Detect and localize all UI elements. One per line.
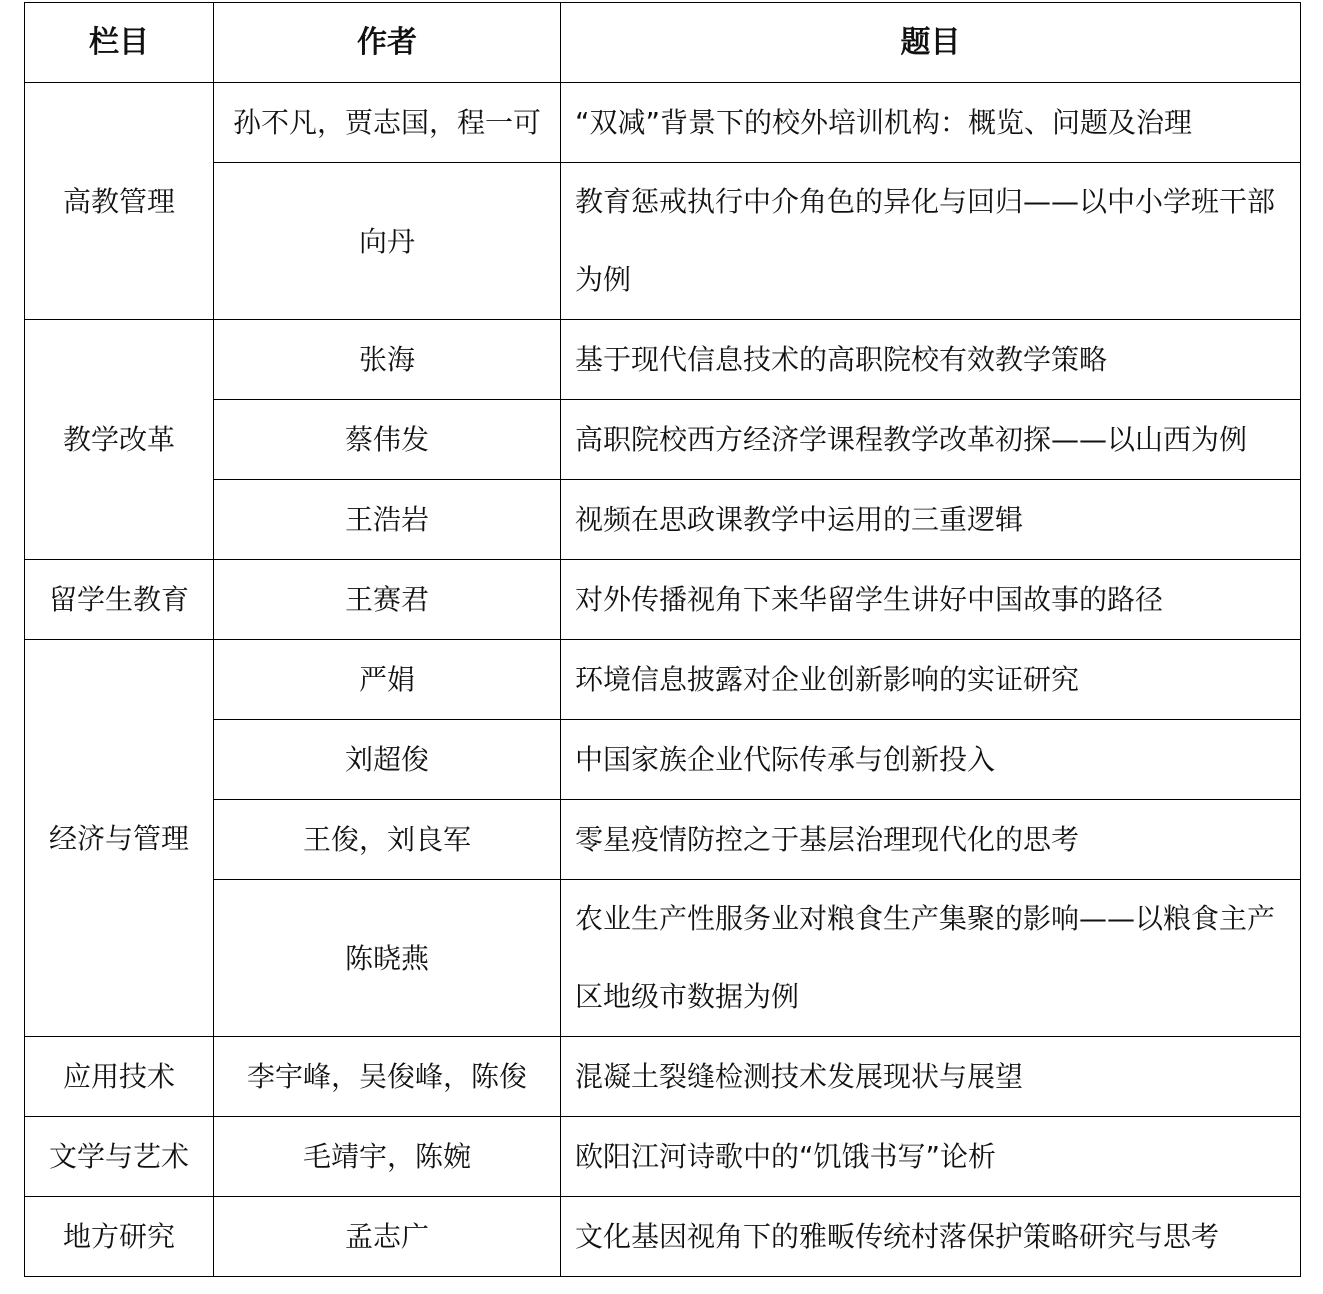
author-cell: 毛靖宇，陈婉 — [214, 1117, 561, 1197]
title-cell: “双减”背景下的校外培训机构：概览、问题及治理 — [561, 83, 1301, 163]
table-row — [25, 1037, 1301, 1117]
column-cell: 地方研究 — [25, 1197, 214, 1277]
table-row — [25, 480, 1301, 560]
contents-table — [24, 2, 1301, 1277]
title-cell: 教育惩戒执行中介角色的异化与回归——以中小学班干部为例 — [561, 163, 1301, 320]
column-cell: 文学与艺术 — [25, 1117, 214, 1197]
table-row — [25, 800, 1301, 880]
column-cell: 经济与管理 — [25, 640, 214, 1037]
column-cell: 应用技术 — [25, 1037, 214, 1117]
table-row — [25, 1117, 1301, 1197]
header-author: 作者 — [214, 3, 561, 83]
author-cell: 王俊，刘良军 — [214, 800, 561, 880]
title-cell: 中国家族企业代际传承与创新投入 — [561, 720, 1301, 800]
table-row — [25, 83, 1301, 163]
table-row — [25, 880, 1301, 1037]
column-cell: 教学改革 — [25, 320, 214, 560]
table-row — [25, 1197, 1301, 1277]
author-cell: 严娟 — [214, 640, 561, 720]
title-cell: 视频在思政课教学中运用的三重逻辑 — [561, 480, 1301, 560]
author-cell: 蔡伟发 — [214, 400, 561, 480]
header-column: 栏目 — [25, 3, 214, 83]
title-cell: 高职院校西方经济学课程教学改革初探——以山西为例 — [561, 400, 1301, 480]
title-cell: 对外传播视角下来华留学生讲好中国故事的路径 — [561, 560, 1301, 640]
title-cell: 欧阳江河诗歌中的“饥饿书写”论析 — [561, 1117, 1301, 1197]
header-title: 题目 — [561, 3, 1301, 83]
title-cell: 基于现代信息技术的高职院校有效教学策略 — [561, 320, 1301, 400]
author-cell: 向丹 — [214, 163, 561, 320]
title-cell: 混凝土裂缝检测技术发展现状与展望 — [561, 1037, 1301, 1117]
title-cell: 零星疫情防控之于基层治理现代化的思考 — [561, 800, 1301, 880]
author-cell: 张海 — [214, 320, 561, 400]
title-cell: 环境信息披露对企业创新影响的实证研究 — [561, 640, 1301, 720]
title-cell: 文化基因视角下的雅畈传统村落保护策略研究与思考 — [561, 1197, 1301, 1277]
table-row — [25, 560, 1301, 640]
author-cell: 刘超俊 — [214, 720, 561, 800]
table-row — [25, 640, 1301, 720]
column-cell: 高教管理 — [25, 83, 214, 320]
column-cell: 留学生教育 — [25, 560, 214, 640]
author-cell: 李宇峰，吴俊峰，陈俊 — [214, 1037, 561, 1117]
table-row — [25, 720, 1301, 800]
table-row — [25, 163, 1301, 320]
author-cell: 陈晓燕 — [214, 880, 561, 1037]
author-cell: 孙不凡，贾志国，程一可 — [214, 83, 561, 163]
title-cell: 农业生产性服务业对粮食生产集聚的影响——以粮食主产区地级市数据为例 — [561, 880, 1301, 1037]
author-cell: 王赛君 — [214, 560, 561, 640]
header-row — [25, 3, 1301, 83]
table-row — [25, 400, 1301, 480]
author-cell: 孟志广 — [214, 1197, 561, 1277]
table-row — [25, 320, 1301, 400]
author-cell: 王浩岩 — [214, 480, 561, 560]
